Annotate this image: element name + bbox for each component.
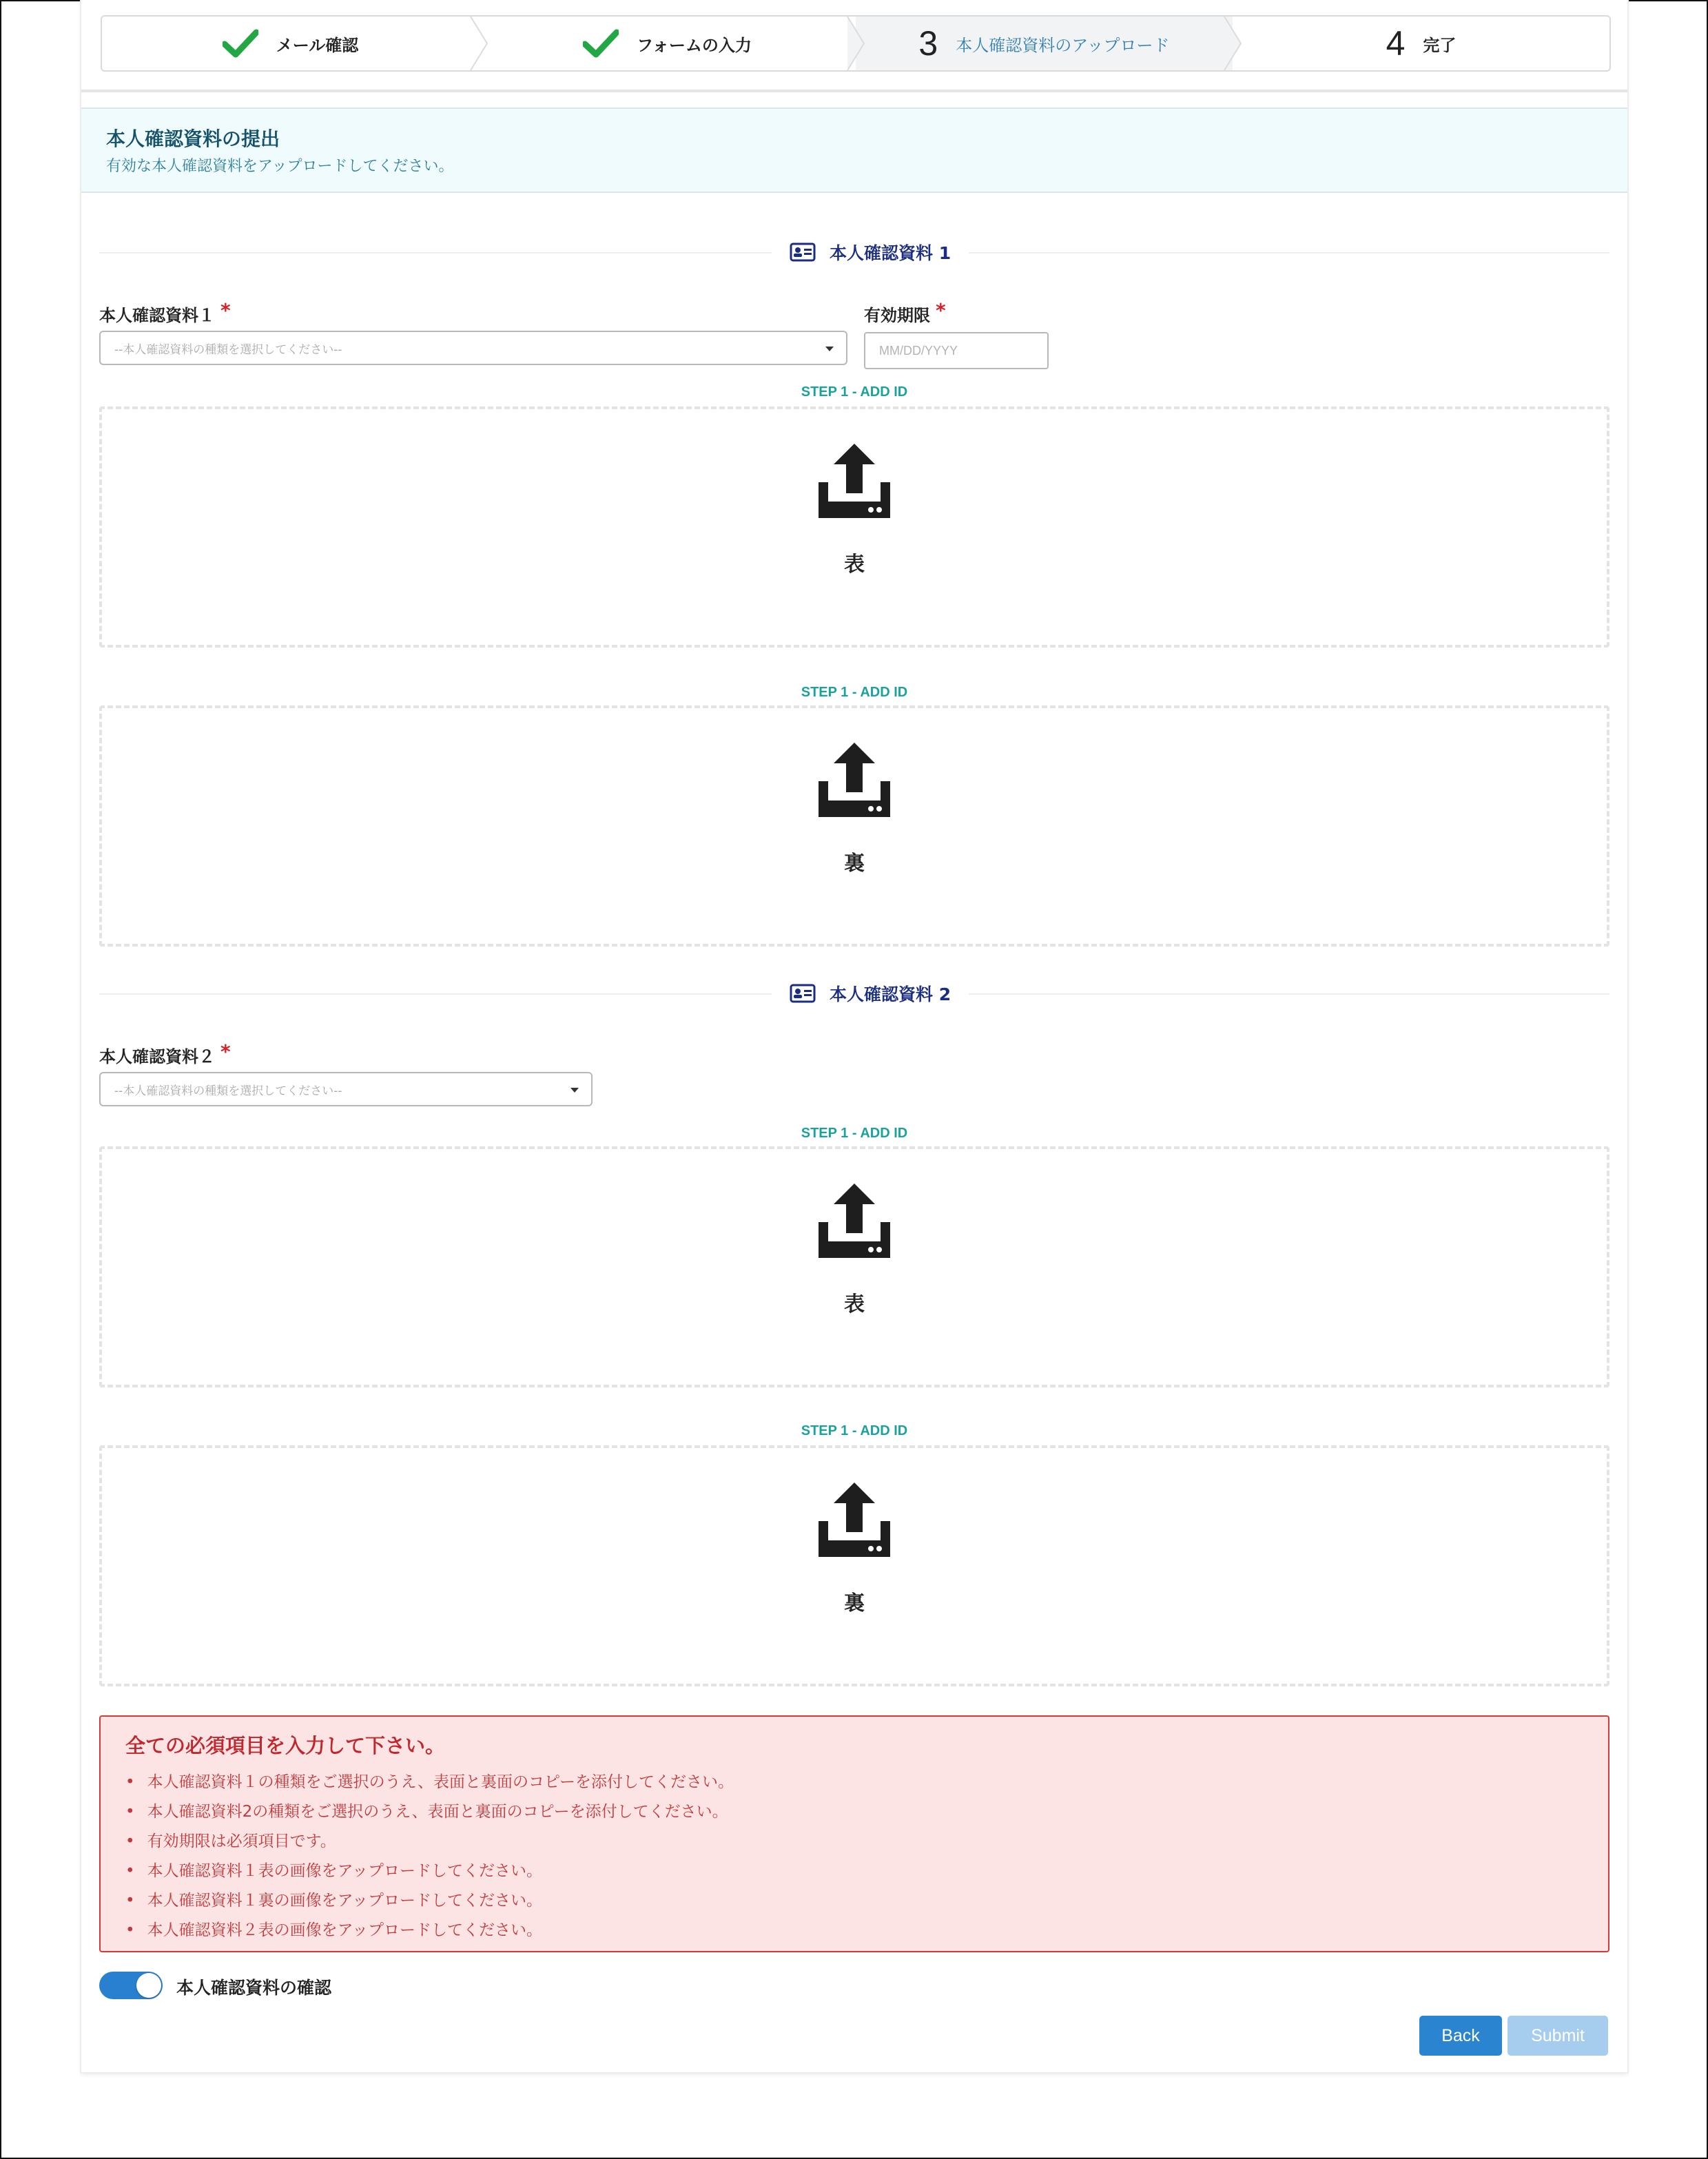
dropdown-caret-icon (570, 1088, 579, 1093)
stepper-bar (81, 0, 1627, 92)
dropdown-caret-icon (825, 347, 834, 351)
upload-step-caption: STEP 1 - ADD ID (801, 1126, 908, 1141)
step-complete (1233, 17, 1609, 70)
upload-icon (819, 743, 890, 817)
notice-banner (81, 107, 1627, 193)
upload-icon (819, 1483, 890, 1557)
section-heading-doc2 (99, 980, 1609, 1007)
section-title-text: 本人確認資料 1 (830, 243, 951, 263)
upload-step-caption: STEP 1 - ADD ID (801, 685, 908, 700)
label-text: 有効期限 (864, 306, 930, 325)
section-title (772, 980, 969, 1007)
select-placeholder: --本人確認資料の種類を選択してください-- (114, 342, 342, 357)
error-item: • 本人確認資料２表の画像をアップロードしてください。 (125, 1916, 734, 1945)
doc1-type-select[interactable] (99, 331, 847, 365)
step-label: メール確認 (276, 35, 359, 55)
check-icon (223, 29, 258, 58)
doc1-type-label (99, 299, 231, 326)
error-item: • 本人確認資料１表の画像をアップロードしてください。 (125, 1857, 734, 1886)
doc2-back-dropzone[interactable] (99, 1445, 1609, 1686)
doc2-front-dropzone[interactable] (99, 1146, 1609, 1387)
step-separator (469, 17, 488, 70)
error-item: • 本人確認資料１の種類をご選択のうえ、表面と裏面のコピーを添付してください。 (125, 1768, 734, 1797)
confirm-toggle-label: 本人確認資料の確認 (176, 1978, 332, 1998)
doc1-front-dropzone[interactable] (99, 406, 1609, 648)
label-text: 本人確認資料２ (99, 1047, 215, 1066)
doc2-type-label (99, 1040, 231, 1067)
required-mark: * (220, 299, 231, 322)
side-label: 表 (844, 552, 865, 577)
error-alert (99, 1715, 1609, 1952)
step-label: 本人確認資料のアップロード (956, 35, 1170, 55)
error-title: 全ての必須項目を入力して下さい。 (125, 1734, 446, 1757)
notice-title: 本人確認資料の提出 (106, 127, 280, 150)
id-card-icon (790, 984, 816, 1003)
upload-icon (819, 1184, 890, 1258)
section-heading-doc1 (99, 238, 1609, 266)
side-label: 裏 (844, 851, 865, 876)
date-placeholder: MM/DD/YYYY (879, 343, 958, 358)
toggle-knob (136, 1973, 161, 1998)
expiry-date-input[interactable] (864, 332, 1049, 369)
step-label: 完了 (1423, 35, 1457, 55)
step-number: 3 (918, 24, 938, 63)
upload-step-caption: STEP 1 - ADD ID (801, 384, 908, 400)
check-icon (583, 29, 619, 58)
error-item: • 有効期限は必須項目です。 (125, 1827, 734, 1857)
step-email-confirm (102, 17, 479, 70)
doc1-back-dropzone[interactable] (99, 705, 1609, 947)
step-separator (846, 17, 865, 70)
required-mark: * (936, 299, 946, 322)
expiry-label (864, 299, 946, 326)
stepper (101, 15, 1611, 72)
step-form-input (479, 17, 856, 70)
select-placeholder: --本人確認資料の種類を選択してください-- (114, 1084, 342, 1098)
label-text: 本人確認資料１ (99, 306, 215, 325)
step-upload (856, 17, 1233, 70)
required-mark: * (220, 1040, 231, 1063)
back-button[interactable]: Back (1419, 2016, 1502, 2056)
upload-icon (819, 444, 890, 518)
id-card-icon (790, 242, 816, 262)
submit-button[interactable]: Submit (1508, 2016, 1608, 2056)
confirm-toggle[interactable] (99, 1972, 163, 1999)
error-list (125, 1768, 734, 1945)
section-title (772, 238, 969, 266)
side-label: 裏 (844, 1591, 865, 1615)
error-item: • 本人確認資料2の種類をご選択のうえ、表面と裏面のコピーを添付してください。 (125, 1797, 734, 1827)
step-separator (1223, 17, 1242, 70)
notice-subtitle: 有効な本人確認資料をアップロードしてください。 (106, 158, 454, 175)
upload-step-caption: STEP 1 - ADD ID (801, 1423, 908, 1438)
side-label: 表 (844, 1292, 865, 1316)
step-number: 4 (1386, 24, 1406, 63)
doc2-type-select[interactable] (99, 1072, 593, 1106)
error-item: • 本人確認資料１裏の画像をアップロードしてください。 (125, 1886, 734, 1916)
step-label: フォームの入力 (637, 35, 752, 55)
section-title-text: 本人確認資料 2 (830, 984, 951, 1004)
